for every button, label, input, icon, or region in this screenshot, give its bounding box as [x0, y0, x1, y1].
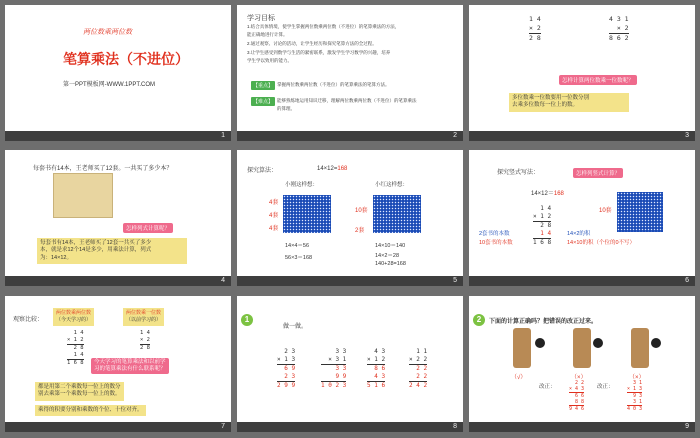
slide-2[interactable] — [237, 5, 463, 141]
vertical-calc: 4 3 × 1 2 8 6 4 3 5 1 6 — [367, 348, 386, 389]
check-mark: （√） — [511, 375, 527, 381]
annotation: 10套书的本数 — [479, 240, 513, 246]
correction-label: 改正： — [539, 384, 556, 390]
annotation: 14×10的积（个位的0不写） — [567, 240, 636, 246]
calc-today: 1 4 × 1 2 2 8 1 4 1 6 8 — [67, 330, 84, 366]
vertical-calc: 2 3 × 1 3 6 9 2 3 2 9 9 — [277, 348, 296, 389]
objectives-heading: 学习目标 — [247, 15, 275, 22]
dot-grid-left — [283, 195, 331, 233]
problem-text: 每套书有14本，王老师买了12套。一共买了多少本？ — [33, 166, 173, 172]
tree-trunk-illustration — [631, 328, 649, 368]
slide-1-brand: 第一PPT模板网-WWW.1PPT.COM — [63, 82, 155, 88]
group-label: 2套 — [355, 228, 365, 234]
key-tag: 【重点】 — [253, 83, 274, 89]
slide-5[interactable] — [237, 150, 463, 286]
answer-box: 每套书有14本，王老师买了12套一共买了多少 本，就是求12个14是多少，用乘法计算，列式 为：14×12。 — [37, 238, 187, 264]
difficulty-tag: 【难点】 — [253, 99, 274, 105]
left-calc: 56×3＝168 — [285, 255, 313, 261]
annotation: 14×2的积 — [567, 231, 591, 237]
explore-heading: 探究算法： — [247, 168, 278, 174]
group-label: 4套 — [269, 200, 279, 206]
slide-number: 5 — [453, 277, 457, 284]
question-bubble: 怎样列竖式计算？ — [573, 168, 623, 178]
type-box: 两位数乘一位数 （以前学习的） — [123, 308, 164, 326]
slide-6[interactable] — [469, 150, 695, 286]
tree-trunk-illustration — [513, 328, 531, 368]
exercise-title: 做一做。 — [283, 324, 308, 330]
slide-number: 9 — [685, 423, 689, 430]
left-calc: 14×4＝56 — [285, 243, 310, 249]
goal-line: 2.通过观察、讨论的活动，让学生经历和探究笔算方法的全过程。 — [247, 41, 377, 46]
slide-number: 2 — [453, 132, 457, 139]
slide-1[interactable] — [5, 5, 231, 141]
difficulty-point-cont: 的算理。 — [277, 106, 295, 111]
right-calc: 14×2＝28 — [375, 253, 400, 259]
slide-4[interactable] — [5, 150, 231, 286]
check-mark: （×） — [571, 375, 587, 381]
woodpecker-icon — [593, 338, 603, 348]
type-box: 两位数乘两位数 （今天学习的） — [53, 308, 94, 326]
answer-box: 乘得的积要分别和乘数的个位、十位对齐。 — [35, 405, 146, 416]
right-calc: 140+28=168 — [375, 261, 406, 267]
slide-1-title: 笔算乘法（不进位） — [63, 51, 189, 67]
difficulty-point: 能够熟练地运用知识迁移，理解两位数乘两位数（不进位）的笔算乘法 — [277, 98, 417, 103]
calc-before: 1 4 × 2 2 8 — [140, 330, 150, 351]
vertical-calc: 1 4 × 1 2 2 8 1 4 1 6 8 — [533, 205, 552, 246]
exercise-badge: 2 — [473, 314, 485, 326]
tree-trunk-illustration — [573, 328, 591, 368]
exercise-badge: 1 — [241, 314, 253, 326]
equation: 14×12=168 — [317, 166, 348, 172]
right-title: 小红这样想： — [375, 182, 409, 188]
slide-3[interactable] — [469, 5, 695, 141]
goal-line: 3.让学生感受到数学与生活的紧密联系，激发学生学习数学的兴趣，培养 — [247, 50, 391, 55]
woodpecker-icon — [651, 338, 661, 348]
left-title: 小刚这样想： — [285, 182, 319, 188]
slide-number: 8 — [453, 423, 457, 430]
check-mark: （×） — [629, 375, 645, 381]
goal-line: 能正确地进行计算。 — [247, 32, 288, 37]
slide-8[interactable] — [237, 296, 463, 432]
annotation: 2套书的本数 — [479, 231, 510, 237]
question-bubble: 怎样列式计算呢？ — [123, 223, 173, 233]
group-label: 10套 — [599, 208, 612, 214]
right-calc: 14×10＝140 — [375, 243, 406, 249]
slide-number: 1 — [221, 132, 225, 139]
question-bubble: 怎样计算两位数乘一位数呢？ — [559, 75, 637, 85]
slide-7[interactable] — [5, 296, 231, 432]
dot-grid-right — [373, 195, 421, 233]
calc-2: 4 3 1 × 2 8 6 2 — [609, 15, 629, 42]
slide-number: 4 — [221, 277, 225, 284]
exercise-title: 下面的计算正确吗？把错误的改正过来。 — [489, 319, 598, 325]
correction-calc: 3 1 × 1 3 9 3 3 1 4 0 3 — [627, 380, 643, 412]
slide-number: 7 — [221, 423, 225, 430]
group-label: 10套 — [355, 208, 368, 214]
calc-1: 1 4 × 2 2 8 — [529, 15, 541, 42]
correction-calc: 2 2 × 4 3 6 6 8 8 9 4 6 — [569, 380, 585, 412]
goal-line: 学生学以致用的能力。 — [247, 58, 292, 63]
slide-number: 3 — [685, 132, 689, 139]
vertical-calc: 1 1 × 2 2 2 2 2 2 2 4 2 — [409, 348, 428, 389]
slide-number: 6 — [685, 277, 689, 284]
question-bubble: 今天学习的笔算乘法和以前学 习的笔算乘法有什么联系呢？ — [91, 358, 169, 374]
correction-label: 改正： — [597, 384, 614, 390]
vertical-calc: 3 3 × 3 1 3 3 9 9 1 0 2 3 — [321, 348, 347, 389]
bookstore-illustration — [53, 173, 113, 218]
slide-1-subtitle: 两位数乘两位数 — [83, 29, 132, 36]
slide-9[interactable] — [469, 296, 695, 432]
answer-box: 多位数乘一位数要用一位数分别 去乘多位数每一位上的数。 — [509, 93, 629, 112]
answer-box: 都是用第二个乘数每一位上的数分 别去乘第一个乘数每一位上的数。 — [35, 382, 124, 401]
dot-grid — [617, 192, 663, 232]
group-label: 4套 — [269, 213, 279, 219]
equation: 14×12＝168 — [531, 191, 564, 197]
compare-label: 观察比较： — [13, 317, 44, 323]
group-label: 4套 — [269, 226, 279, 232]
goal-line: 1.结合具体情境，使学生掌握两位数乘两位数（不进位）的笔算乘法的方法， — [247, 24, 400, 29]
woodpecker-icon — [535, 338, 545, 348]
key-point: 掌握两位数乘两位数（不进位）的笔算乘法的笔算方法。 — [277, 82, 390, 87]
explore-heading: 探究竖式写法： — [497, 170, 540, 176]
